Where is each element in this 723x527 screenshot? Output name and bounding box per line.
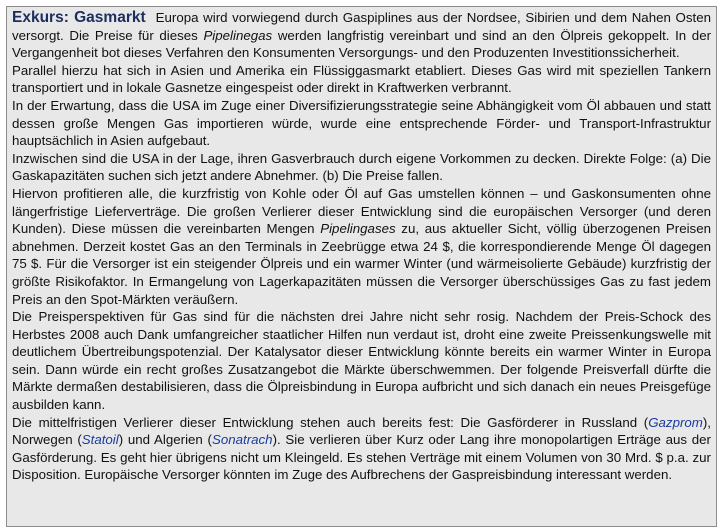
paragraph-lng-market: Parallel hierzu hat sich in Asien und Amerika ein Flüssiggasmarkt etabliert. Dieses Gas wird mit speziellen Tankern transportiert und in lokale Gasnetze eingespeist oder direkt in Kraftwerken verbrannt. [12,62,711,96]
paragraph-intro [12,9,711,62]
paragraph-producer-losers [12,414,711,484]
emphasis-term: Pipelingases [320,221,396,237]
box-title: Exkurs: Gasmarkt [12,9,146,26]
paragraph-usa-expectation: In der Erwartung, dass die USA im Zuge einer Diversifizierungsstrategie seine Abhängigkeit vom Öl abbauen und statt dessen große Mengen Gas importieren würde, wurde eine entsprechende Förder- und Transport-Infrastruktur hauptsächlich in Asien aufgebaut. [12,97,711,149]
text-run: Die mittelfristigen Verlierer dieser Entwicklung stehen auch bereits fest: Die Gasförderer in Russland ( [12,414,649,430]
statoil-link[interactable]: Statoil [81,432,119,448]
gasmarkt-excursus-box [6,6,717,527]
paragraph-price-outlook: Die Preisperspektiven für Gas sind für die nächsten drei Jahre nicht sehr rosig. Nachdem der Preis-Schock des Herbstes 2008 auch Dank umfangreicher staatlicher Hilfen nun verdaut ist, droht eine zweite Preissenkungswelle mit deutlichem Übertreibungspotenzial. Der Katalysator dieser Entwicklung könnte bereits ein warmer Winter in Europa sein. Dann würde ein recht großes Zusatzangebot die Märkte überschwemmen. Der folgende Preisverfall dürfte die Märkte dermaßen destabilisieren, dass die Ölpreisbindung in Europa aufbricht und sich danach ein neues Preisgefüge ausbilden kann. [12,309,711,413]
emphasis-term: Pipelinegas [203,27,273,43]
paragraph-usa-consequence: Inzwischen sind die USA in der Lage, ihren Gasverbrauch durch eigene Vorkommen zu decken. Direkte Folge: (a) Die Gaskapazitäten suchen sich jetzt andere Abnehmer. (b) Die Preise fallen. [12,150,711,184]
text-run: ). Sie verlieren über Kurz oder Lang ihre monopolartigen Erträge aus der Gasförderung. Es geht hier übrigens nicht um Kleingeld. Es stehen Verträge mit einem Volumen von 30 Mrd. $ p.a. zur Disposition. Europäische Versorger könnten im Zuge des Aufbrechens der Gaspreisbindung interessant werden. [12,432,711,483]
text-run: ), Norwegen ( [12,414,711,448]
text-run: zu, aus aktueller Sicht, völlig überzogenen Preisen abnehmen. Derzeit kostet Gas an den Terminals in Zeebrügge etwa 24 $, die korrespondierende Menge Öl dagegen 75 $. Für die Versorger ist ein steigender Ölpreis und ein warmer Winter (und wärmeisolierte Gebäude) kurzfristig der größte Risikofaktor. In Ermangelung von Lagerkapazitäten müssen die Versorger überschüssiges Gas zu fast jedem Preis an den Spot-Märkten veräußern. [12,221,711,307]
text-run: werden langfristig vereinbart und sind an den Ölpreis gekoppelt. In der Vergangenheit bot dieses Verfahren den Konsumenten Versorgungs- und den Produzenten Investitionssicherheit. [12,27,712,61]
gazprom-link[interactable]: Gazprom [648,414,703,430]
text-run: Hiervon profitieren alle, die kurzfristig von Kohle oder Öl auf Gas umstellen können – und Gaskonsumenten ohne längerfristige Lieferverträge. Die großen Verlierer dieser Entwicklung sind die europäischen Versorger (und deren Kunden). Diese müssen die vereinbarten Mengen [12,185,711,237]
text-run: Europa wird vorwiegend durch Gaspiplines aus der Nordsee, Sibirien und dem Nahen Osten versorgt. Die Preise für dieses [12,10,712,43]
text-run: ) und Algerien ( [118,432,212,448]
paragraph-winners-losers [12,185,711,308]
sonatrach-link[interactable]: Sonatrach [211,432,273,448]
